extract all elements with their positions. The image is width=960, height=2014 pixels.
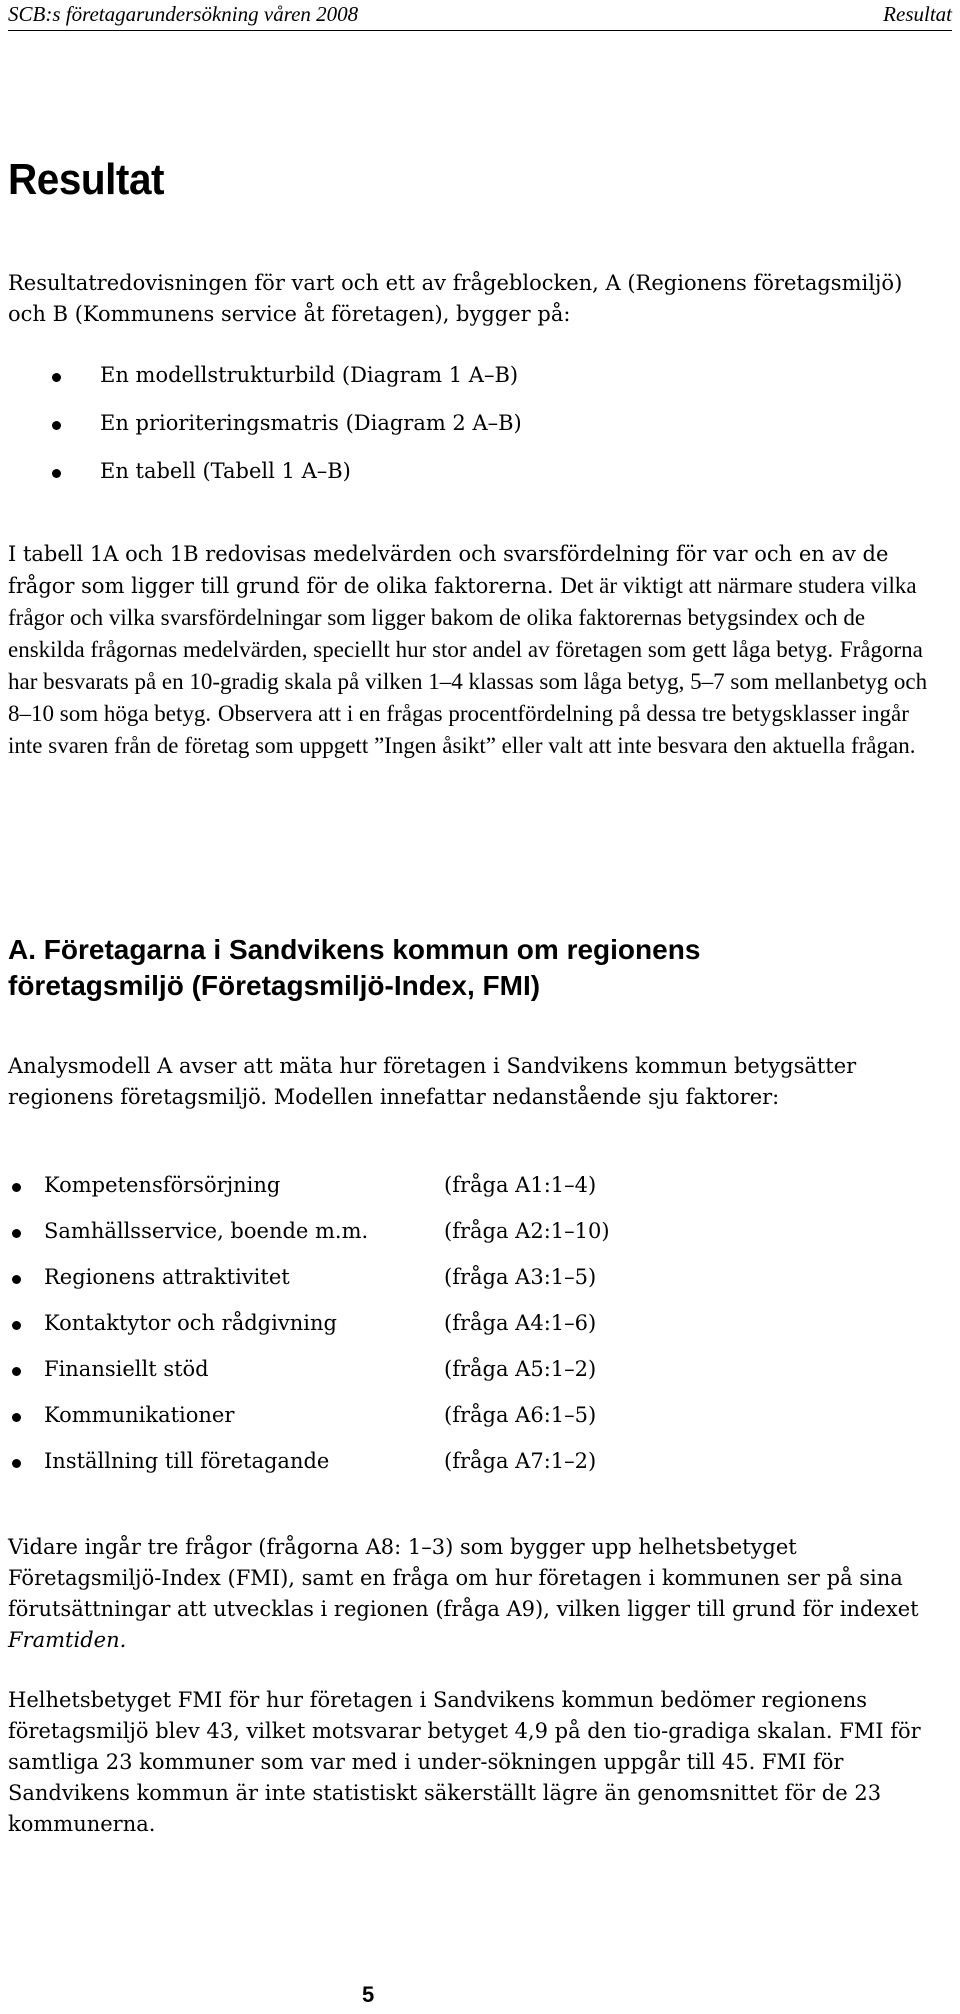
list-item: En modellstrukturbild (Diagram 1 A–B) bbox=[0, 360, 940, 408]
factor-question-ref: (fråga A7:1–2) bbox=[444, 1449, 597, 1473]
factor-name: Kontaktytor och rådgivning bbox=[44, 1311, 337, 1335]
list-item bbox=[0, 1219, 940, 1265]
list-item: En tabell (Tabell 1 A–B) bbox=[0, 456, 940, 504]
factor-name: Samhällsservice, boende m.m. bbox=[44, 1219, 369, 1243]
intro-bullet-list bbox=[0, 360, 940, 504]
factor-name: Kommunikationer bbox=[44, 1403, 235, 1427]
header-rule bbox=[8, 30, 952, 31]
model-paragraph: Analysmodell A avser att mäta hur företagen i Sandvikens kommun betygsätter regionens företagsmiljö. Modellen innefattar nedanstående sju faktorer: bbox=[8, 1054, 857, 1109]
list-item bbox=[0, 1449, 940, 1495]
list-item bbox=[0, 1357, 940, 1403]
emphasized-term: Framtiden. bbox=[8, 1628, 127, 1652]
section-heading-line: A. Företagarna i Sandvikens kommun om regionens bbox=[8, 934, 701, 965]
factor-name: Inställning till företagande bbox=[44, 1449, 330, 1473]
paragraph-sentence: Det är viktigt att närmare studera vilka frågor och vilka svarsfördelningar som ligger bakom de olika faktorernas betygsindex och de enskilda frågornas medelvärden, speciellt hur stor andel av företagen som gett låga betyg. bbox=[8, 573, 917, 662]
factor-question-ref: (fråga A1:1–4) bbox=[444, 1173, 597, 1197]
section-heading-line: företagsmiljö (Företagsmiljö-Index, FMI) bbox=[8, 970, 541, 1001]
results-explanation-paragraph bbox=[8, 539, 943, 762]
list-item bbox=[0, 1265, 940, 1311]
list-item: En prioriteringsmatris (Diagram 2 A–B) bbox=[0, 408, 940, 456]
header-report-title: SCB:s företagarundersökning våren 2008 bbox=[8, 2, 359, 26]
paragraph-text: Vidare ingår tre frågor (frågorna A8: 1–3) som bygger upp helhetsbetyget Företagsmiljö-Index (FMI), samt en fråga om hur företagen i kommunen ser på sina förutsättningar att utvecklas i regionen (fråga A9), vilken ligger till grund för indexet bbox=[8, 1535, 919, 1621]
paragraph-sentence: Frågorna har besvarats på en 10-gradig skala på vilken 1–4 klassas som låga betyg, 5–7 som mellanbetyg och 8–10 som höga betyg. bbox=[8, 637, 928, 726]
intro-paragraph: Resultatredovisningen för vart och ett av frågeblocken, A (Regionens företagsmiljö) och B (Kommunens service åt företagen), bygger på: bbox=[8, 271, 903, 326]
paragraph-sentence: I tabell 1A och 1B redovisas medelvärden och svarsfördelning för var och en av de frågor som ligger till grund för de olika faktorerna. bbox=[8, 542, 889, 598]
factor-name: Finansiellt stöd bbox=[44, 1357, 209, 1381]
header-section-name: Resultat bbox=[883, 2, 952, 26]
running-header bbox=[8, 2, 952, 32]
factor-name: Kompetensförsörjning bbox=[44, 1173, 281, 1197]
factor-question-ref: (fråga A2:1–10) bbox=[444, 1219, 610, 1243]
factor-list bbox=[0, 1173, 940, 1495]
index-paragraph bbox=[8, 1532, 943, 1656]
list-item bbox=[0, 1311, 940, 1357]
factor-question-ref: (fråga A6:1–5) bbox=[444, 1403, 597, 1427]
section-a-heading bbox=[8, 932, 700, 1004]
factor-name: Regionens attraktivitet bbox=[44, 1265, 290, 1289]
factor-question-ref: (fråga A4:1–6) bbox=[444, 1311, 597, 1335]
list-item bbox=[0, 1403, 940, 1449]
paragraph-sentence: Observera att i en frågas procentfördelning på dessa tre betygsklasser ingår inte svaren från de företag som uppgett ”Ingen åsikt” eller valt att inte besvara den aktuella frågan. bbox=[8, 701, 916, 758]
page-title: Resultat bbox=[8, 155, 165, 204]
list-item bbox=[0, 1173, 940, 1219]
fmi-result-paragraph: Helhetsbetyget FMI för hur företagen i Sandvikens kommun bedömer regionens företagsmiljö blev 43, vilket motsvarar betyget 4,9 på den tio-gradiga skalan. FMI för samtliga 23 kommuner som var med i under-sökningen uppgår till 45. FMI för Sandvikens kommun är inte statistiskt säkerställt lägre än genomsnittet för de 23 kommunerna. bbox=[8, 1688, 921, 1836]
page-number: 5 bbox=[362, 1982, 375, 2007]
factor-question-ref: (fråga A5:1–2) bbox=[444, 1357, 597, 1381]
factor-question-ref: (fråga A3:1–5) bbox=[444, 1265, 597, 1289]
